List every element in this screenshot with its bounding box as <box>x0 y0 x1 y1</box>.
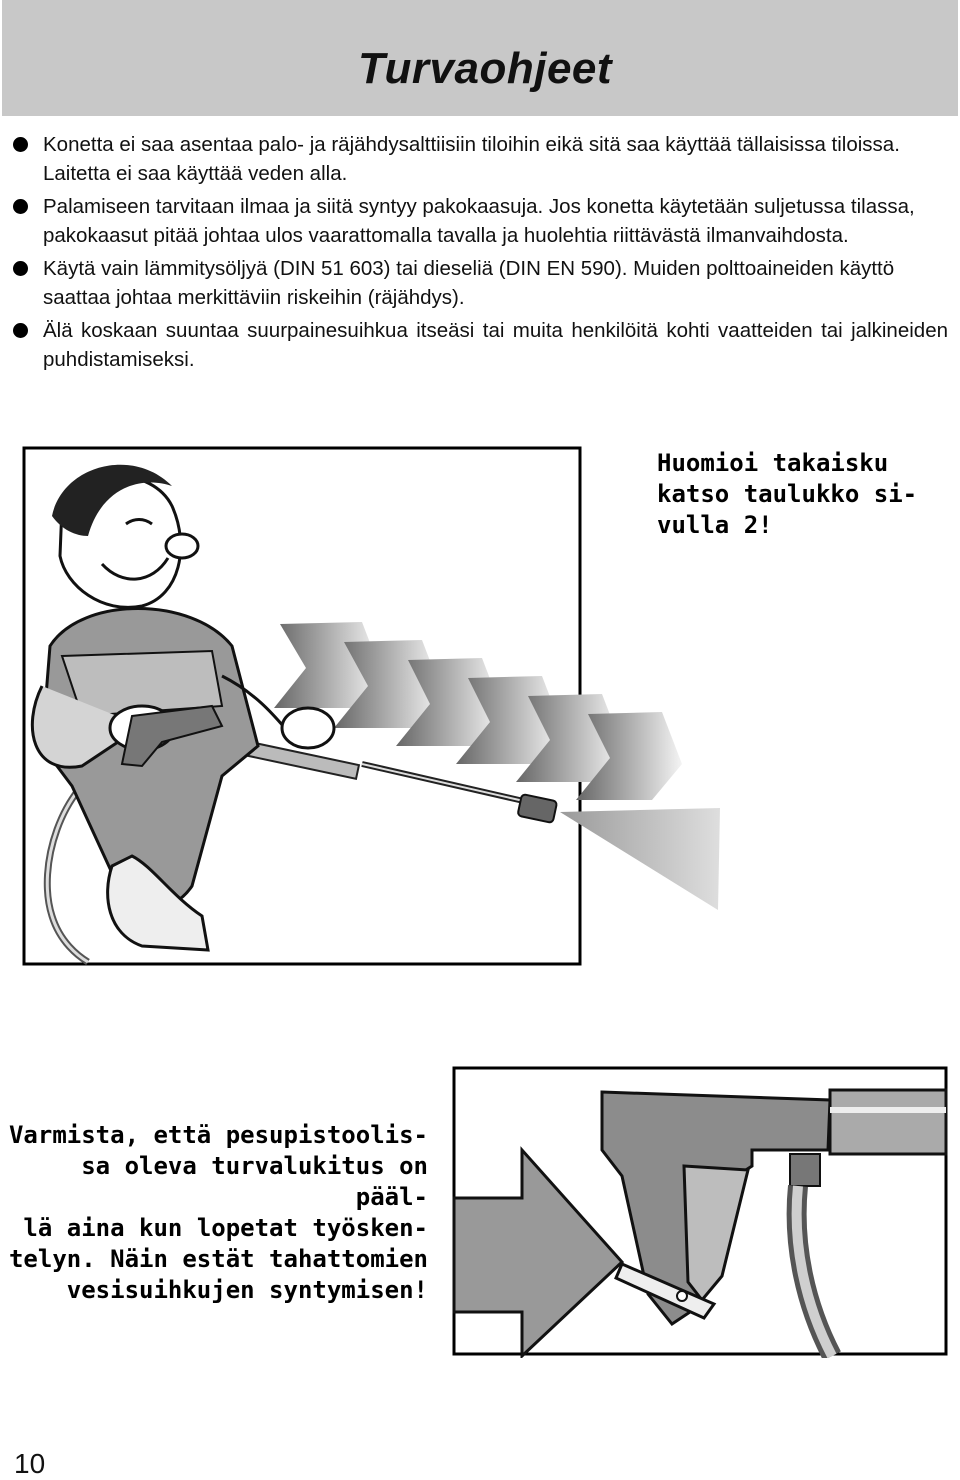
page-number: 10 <box>14 1448 46 1479</box>
bullet-text: Älä koskaan suuntaa suurpainesuihkua itseäsi tai muita henkilöitä kohti vaatteiden tai jalkineiden puhdistamiseksi. <box>43 319 948 371</box>
water-spray <box>560 808 720 910</box>
recoil-note <box>657 448 937 541</box>
safety-note-line: telyn. Näin estät tahattomien <box>8 1245 428 1273</box>
safety-bullet-list <box>12 130 948 378</box>
bullet-item <box>12 254 948 312</box>
safety-note-line: Varmista, että pesupistoolis- <box>8 1121 428 1149</box>
bullet-dot-icon <box>13 199 28 214</box>
recoil-note-line: Huomioi takaisku <box>657 449 889 477</box>
bullet-text: Palamiseen tarvitaan ilmaa ja siitä syntyy pakokaasuja. Jos konetta käytetään suljetussa tilassa, pakokaasut pitää johtaa ulos vaarattomalla tavalla ja huolehtia riittävästä ilmanvaihdosta. <box>43 195 915 247</box>
page-title: Turvaohjeet <box>357 44 613 93</box>
safety-lock-note <box>8 1120 428 1306</box>
spray-gun-illustration <box>452 1066 948 1358</box>
safety-note-line: sa oleva turvalukitus on pääl- <box>81 1152 428 1211</box>
safety-note-line: lä aina kun lopetat työsken- <box>23 1214 428 1242</box>
bullet-item <box>12 316 948 374</box>
bullet-item <box>12 192 948 250</box>
safety-note-line: vesisuihkujen syntymisen! <box>66 1276 428 1304</box>
bullet-dot-icon <box>13 137 28 152</box>
recoil-note-line: katso taulukko si- <box>657 480 918 508</box>
pressure-washer-illustration <box>22 446 742 976</box>
page-header <box>2 0 958 116</box>
bullet-text: Konetta ei saa asentaa palo- ja räjähdysalttiisiin tiloihin eikä sitä saa käyttää tällaisissa tiloissa. Laitetta ei saa käyttää veden alla. <box>43 133 900 185</box>
recoil-note-line: vulla 2! <box>657 511 773 539</box>
bullet-item <box>12 130 948 188</box>
bullet-dot-icon <box>13 261 28 276</box>
gun-barrel <box>830 1090 946 1154</box>
bullet-dot-icon <box>13 323 28 338</box>
bullet-text: Käytä vain lämmitysöljyä (DIN 51 603) tai dieseliä (DIN EN 590). Muiden polttoaineiden käyttö saattaa johtaa merkittäviin riskeihin (räjähdys). <box>43 257 895 309</box>
